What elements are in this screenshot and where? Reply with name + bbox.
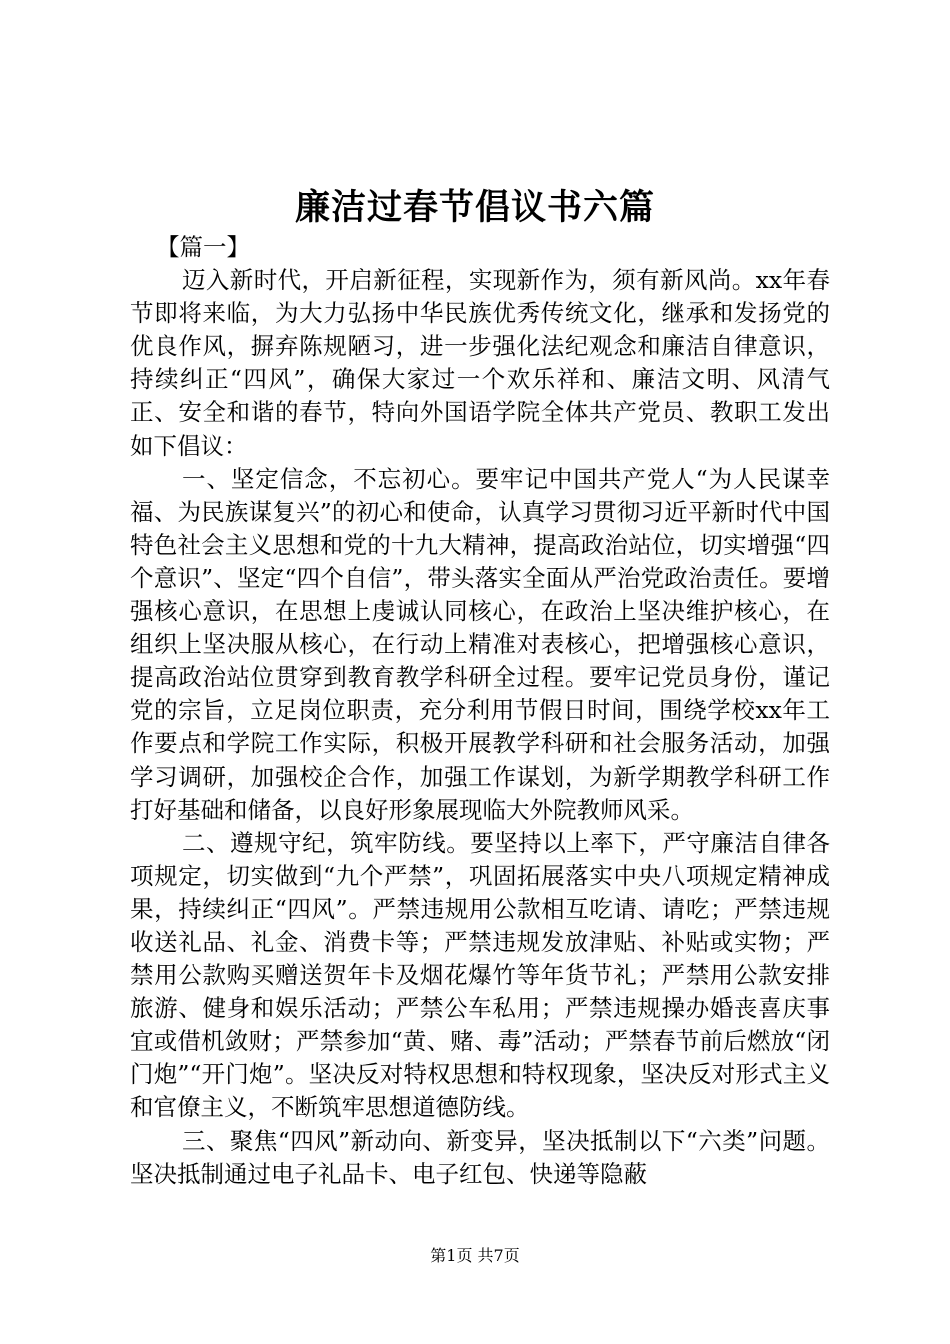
paragraph-point-three: 三、聚焦“四风”新动向、新变异，坚决抵制以下“六类”问题。坚决抵制通过电子礼品卡、电子红包、快递等隐蔽 <box>130 1126 830 1188</box>
paragraph-point-one: 一、坚定信念，不忘初心。要牢记中国共产党人“为人民谋幸福、为民族谋复兴”的初心和使命，认真学习贯彻习近平新时代中国特色社会主义思想和党的十九大精神，提高政治站位，切实增强“四个意识”、坚定“四个自信”，带头落实全面从严治党政治责任。要增强核心意识，在思想上虔诚认同核心，在政治上坚决维护核心，在组织上坚决服从核心，在行动上精准对表核心，把增强核心意识，提高政治站位贯穿到教育教学科研全过程。要牢记党员身份，谨记党的宗旨，立足岗位职责，充分利用节假日时间，围绕学校xx年工作要点和学院工作实际，积极开展教学科研和社会服务活动，加强学习调研，加强校企合作，加强工作谋划，为新学期教学科研工作打好基础和储备，以良好形象展现临大外院教师风采。 <box>130 464 830 824</box>
document-title: 廉洁过春节倡议书六篇 <box>294 187 655 228</box>
paragraph-intro: 迈入新时代，开启新征程，实现新作为，须有新风尚。xx年春节即将来临，为大力弘扬中华民族优秀传统文化，继承和发扬党的优良作风，摒弃陈规陋习，进一步强化法纪观念和廉洁自律意识，持续纠正“四风”，确保大家过一个欢乐祥和、廉洁文明、风清气正、安全和谐的春节，特向外国语学院全体共产党员、教职工发出如下倡议： <box>130 266 830 460</box>
paragraph-point-two: 二、遵规守纪，筑牢防线。要坚持以上率下，严守廉洁自律各项规定，切实做到“九个严禁”，巩固拓展落实中央八项规定精神成果，持续纠正“四风”。严禁违规用公款相互吃请、请吃；严禁违规收送礼品、礼金、消费卡等；严禁违规发放津贴、补贴或实物；严禁用公款购买赠送贺年卡及烟花爆竹等年货节礼；严禁用公款安排旅游、健身和娱乐活动；严禁公车私用；严禁违规操办婚丧喜庆事宜或借机敛财；严禁参加“黄、赌、毒”活动；严禁春节前后燃放“闭门炮”“开门炮”。坚决反对特权思想和特权现象，坚决反对形式主义和官僚主义，不断筑牢思想道德防线。 <box>130 828 830 1122</box>
section-heading: 【篇一】 <box>156 233 250 261</box>
document-body <box>130 231 830 1191</box>
page-footer: 第1页 共7页 <box>430 1246 520 1265</box>
